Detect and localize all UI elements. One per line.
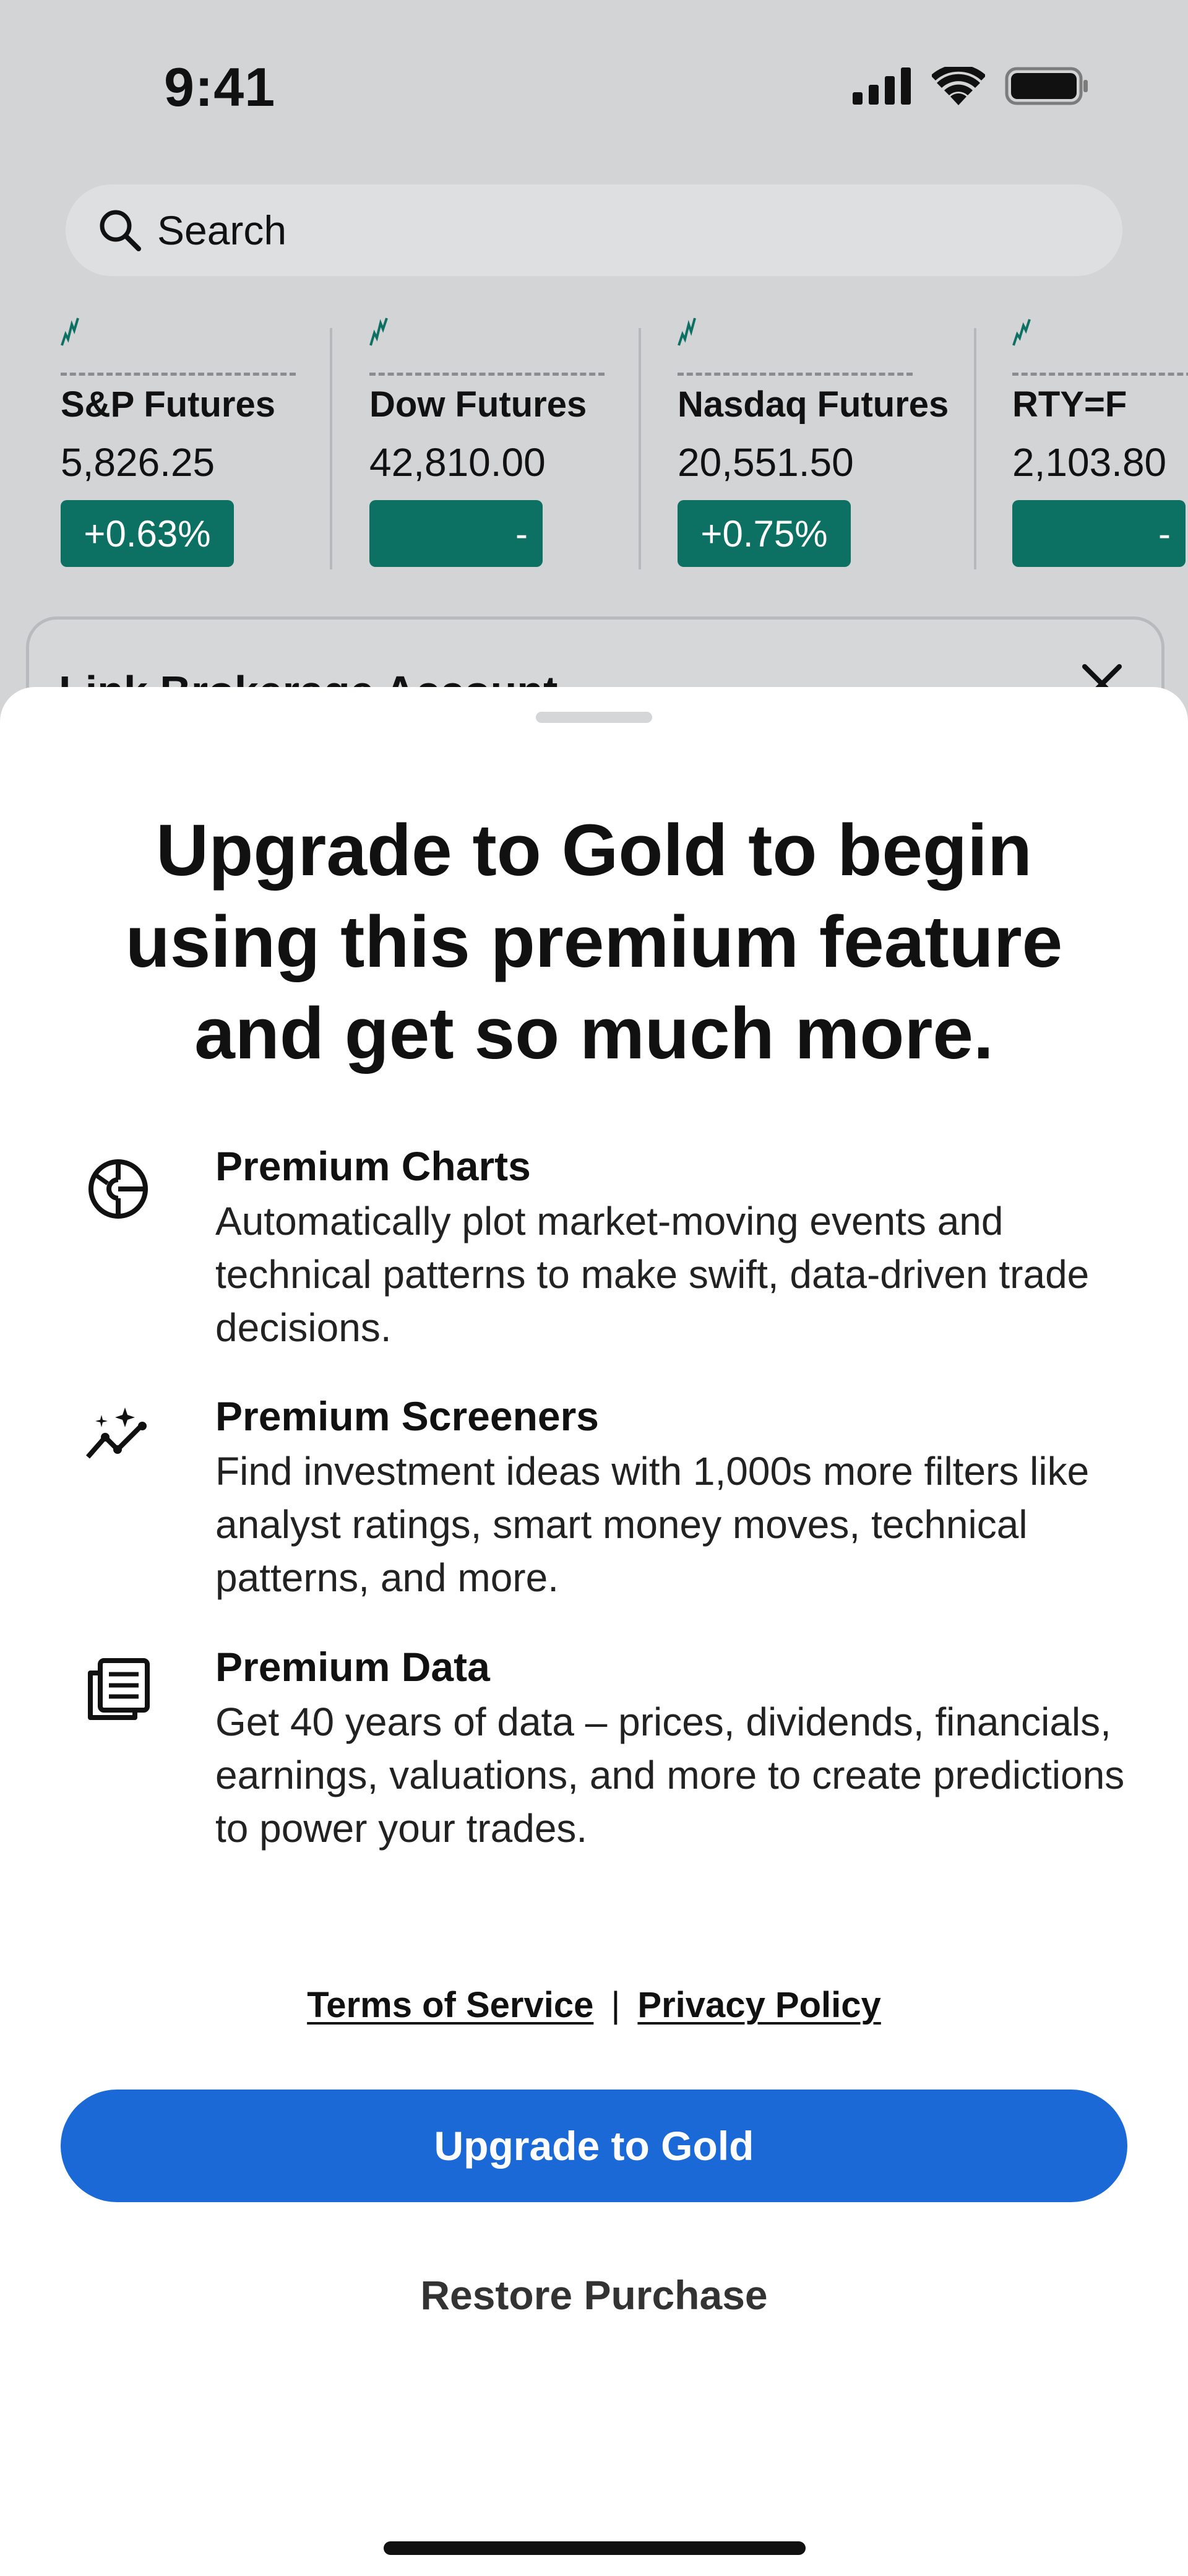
search-placeholder: Search: [157, 207, 287, 253]
ticker-divider: [330, 328, 332, 569]
ticker-divider: [974, 328, 976, 569]
wifi-icon: [932, 67, 985, 105]
ticker-change-badge: +0.75%: [678, 500, 851, 567]
upgrade-sheet: [0, 687, 1188, 2576]
ticker-name: S&P Futures: [61, 384, 276, 425]
ticker-price: 5,826.25: [61, 440, 215, 485]
feature-description: Automatically plot market-moving events and technical patterns to make swift, data-driven trade decisions.: [215, 1199, 1090, 1350]
ticker-price: 2,103.80: [1012, 440, 1167, 485]
search-icon: [97, 207, 144, 254]
chart-pie-icon: [84, 1155, 152, 1223]
ticker-strip[interactable]: [0, 316, 1188, 576]
sheet-title: Upgrade to Gold to begin using this premium feature and get so much more.: [125, 810, 1063, 1074]
ticker-name: RTY=F: [1012, 384, 1127, 425]
sparkle-trend-icon: [84, 1405, 152, 1473]
news-document-icon: [84, 1656, 152, 1724]
feature-title: Premium Charts: [215, 1143, 531, 1189]
ticker-change-badge: -: [1012, 500, 1186, 567]
ticker-card[interactable]: [1012, 316, 1188, 569]
status-icons: [853, 67, 1089, 105]
baseline-divider: [369, 373, 605, 376]
cellular-signal-icon: [853, 67, 912, 105]
baseline-divider: [61, 373, 296, 376]
status-time: 9:41: [164, 56, 276, 118]
ticker-price: 42,810.00: [369, 440, 546, 485]
ticker-divider: [639, 328, 641, 569]
sparkline-icon: [61, 316, 79, 347]
feature-title: Premium Screeners: [215, 1393, 600, 1439]
terms-of-service-link[interactable]: Terms of Service: [307, 1985, 594, 2025]
legal-separator: |: [611, 1985, 621, 2025]
sparkline-icon: [369, 316, 388, 347]
ticker-price: 20,551.50: [678, 440, 854, 485]
ticker-name: Dow Futures: [369, 384, 587, 425]
sparkline-icon: [1012, 316, 1031, 347]
sparkline-icon: [678, 316, 696, 347]
status-bar: [0, 0, 1188, 167]
feature-description: Get 40 years of data – prices, dividends, financials, earnings, valuations, and more to create predictions to power your trades.: [215, 1700, 1125, 1851]
ticker-card[interactable]: [369, 316, 660, 569]
ticker-name: Nasdaq Futures: [678, 384, 949, 425]
feature-description: Find investment ideas with 1,000s more filters like analyst ratings, smart money moves, technical patterns, and more.: [215, 1449, 1090, 1600]
ticker-change-badge: +0.63%: [61, 500, 234, 567]
home-indicator[interactable]: [384, 2541, 806, 2555]
restore-purchase-button[interactable]: Restore Purchase: [420, 2272, 768, 2318]
legal-links: [0, 1984, 1188, 2026]
privacy-policy-link[interactable]: Privacy Policy: [637, 1985, 881, 2025]
upgrade-to-gold-button[interactable]: Upgrade to Gold: [61, 2090, 1127, 2202]
ticker-card[interactable]: [61, 316, 351, 569]
search-bar[interactable]: [66, 184, 1122, 276]
battery-icon: [1005, 67, 1089, 105]
sheet-grabber[interactable]: [536, 712, 652, 723]
baseline-divider: [678, 373, 913, 376]
baseline-divider: [1012, 373, 1188, 376]
feature-title: Premium Data: [215, 1644, 490, 1690]
ticker-card[interactable]: [678, 316, 968, 569]
ticker-change-badge: -: [369, 500, 543, 567]
